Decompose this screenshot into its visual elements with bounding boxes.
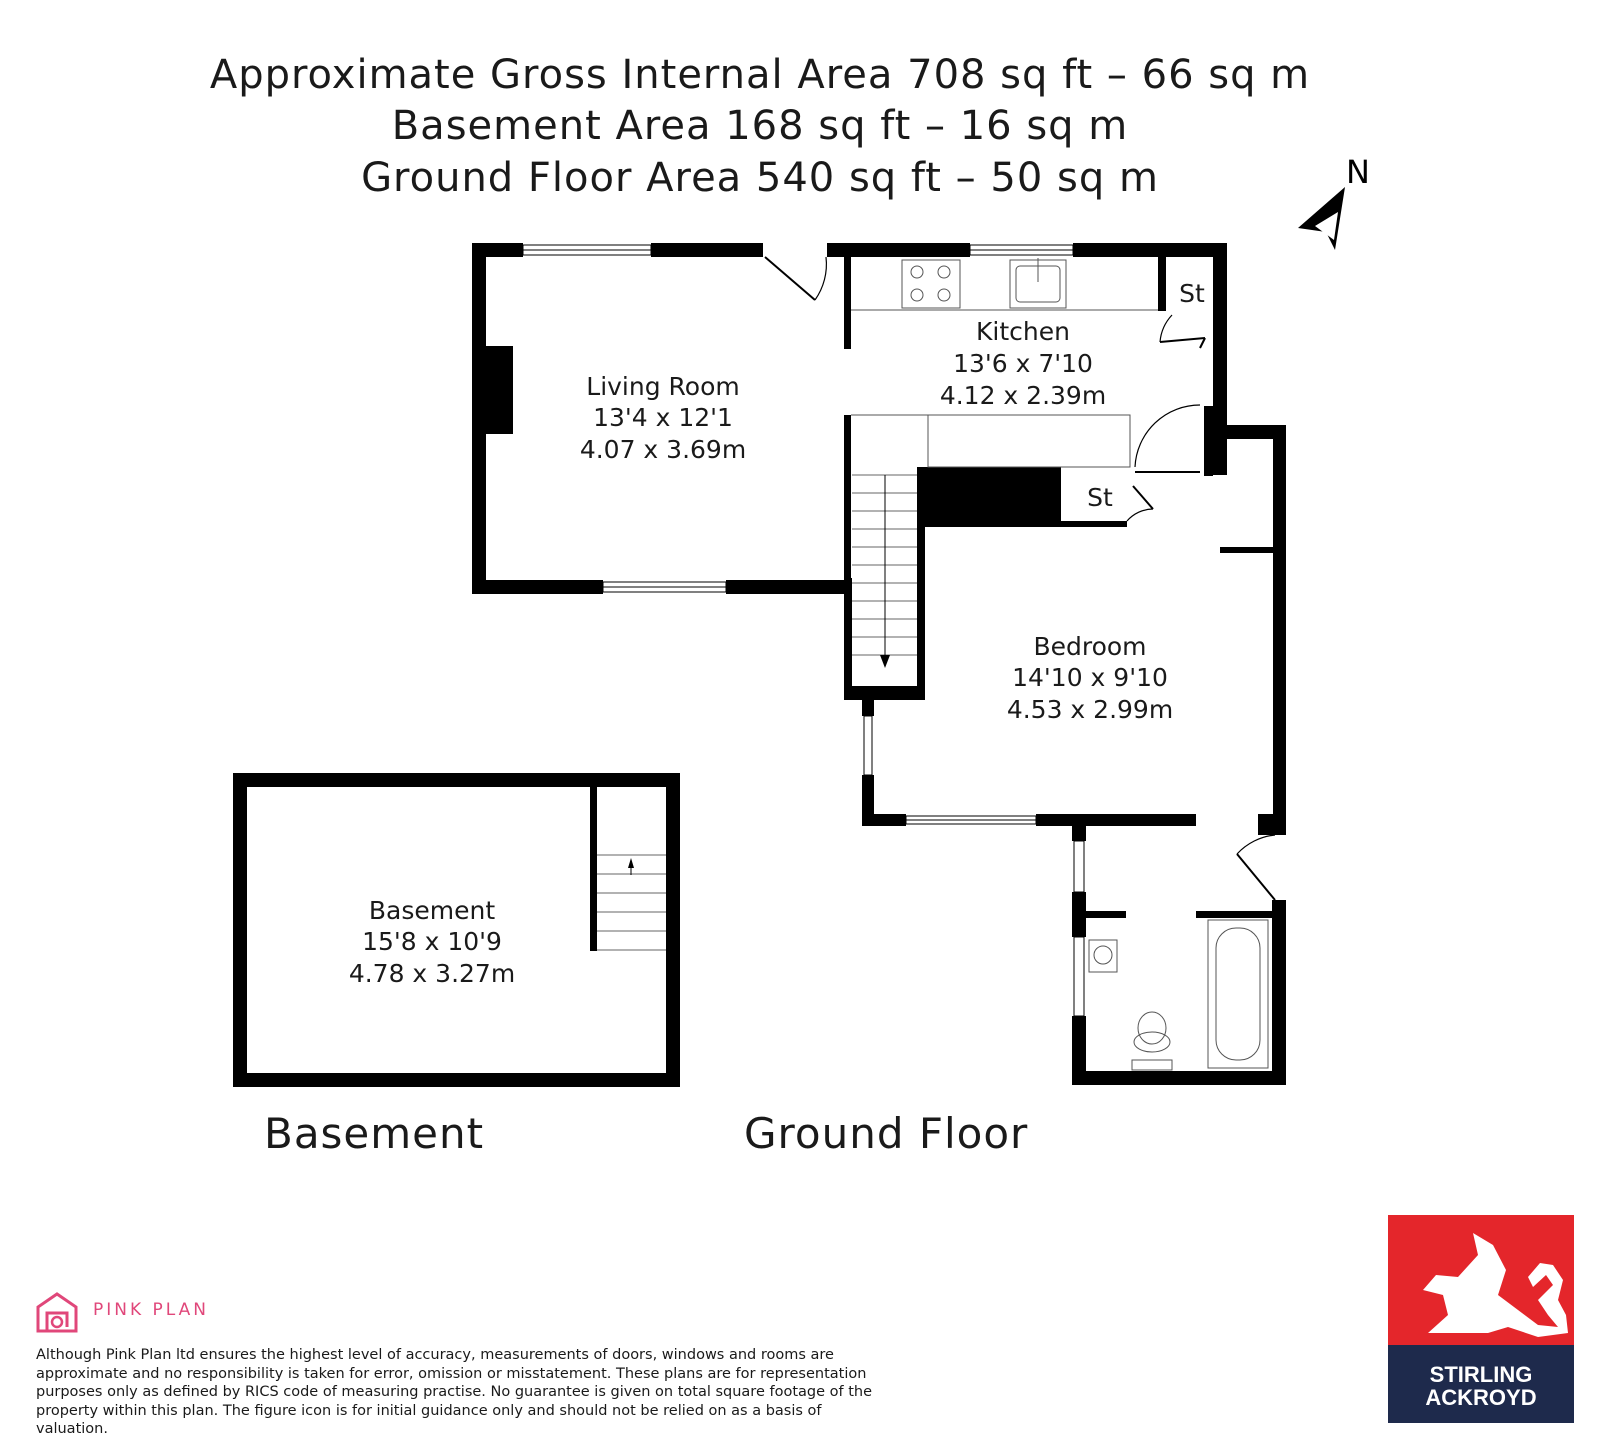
basement-metric: 4.78 x 3.27m bbox=[348, 959, 516, 988]
staircase bbox=[852, 475, 917, 668]
basement-imperial: 15'8 x 10'9 bbox=[362, 927, 502, 956]
basement-name: Basement bbox=[368, 896, 496, 925]
kitchen-name: Kitchen bbox=[976, 317, 1070, 346]
bathroom-fittings bbox=[1089, 920, 1268, 1070]
basement-staircase bbox=[597, 855, 666, 950]
bedroom-metric: 4.53 x 2.99m bbox=[1006, 695, 1174, 724]
bedroom-imperial: 14'10 x 9'10 bbox=[1012, 663, 1168, 692]
logo-red-panel bbox=[1388, 1215, 1574, 1345]
header-basement-area: Basement Area 168 sq ft – 16 sq m bbox=[391, 103, 1129, 149]
ground-floor-label: Ground Floor bbox=[744, 1109, 1029, 1158]
store-label-kitchen: St bbox=[1179, 279, 1205, 308]
stirling-ackroyd-logo bbox=[1388, 1215, 1574, 1423]
header-ground-area: Ground Floor Area 540 sq ft – 50 sq m bbox=[361, 155, 1159, 201]
agent-name-line2: ACKROYD bbox=[1425, 1385, 1537, 1410]
living-room-metric: 4.07 x 3.69m bbox=[579, 435, 747, 464]
agent-name-line1: STIRLING bbox=[1429, 1362, 1533, 1387]
disclaimer-text: Although Pink Plan ltd ensures the highest level of accuracy, measurements of doors, windows and rooms are approximate and no responsibility is taken for error, omission or misstatement. These plans are for representation purposes only as defined by RICS code of measuring practise. No guarantee is given on total square footage of the property within this plan. The figure icon is for initial guidance only and should not be relied on as a basis of valuation. bbox=[36, 1347, 873, 1438]
pink-plan-brand: PINK PLAN bbox=[93, 1300, 209, 1320]
kitchen-metric: 4.12 x 2.39m bbox=[939, 381, 1107, 410]
bedroom-name: Bedroom bbox=[1033, 632, 1147, 661]
header-gross-area: Approximate Gross Internal Area 708 sq ft – 66 sq m bbox=[209, 52, 1311, 98]
living-room-name: Living Room bbox=[586, 372, 740, 401]
pink-plan-logo-icon bbox=[34, 1291, 80, 1333]
griffin-icon bbox=[1388, 1215, 1574, 1345]
basement-floor-label: Basement bbox=[264, 1109, 485, 1158]
north-arrow-icon bbox=[1298, 153, 1370, 250]
north-label: N bbox=[1346, 153, 1370, 191]
living-room-imperial: 13'4 x 12'1 bbox=[593, 403, 733, 432]
store-label-stairs: St bbox=[1087, 483, 1113, 512]
kitchen-imperial: 13'6 x 7'10 bbox=[953, 349, 1093, 378]
